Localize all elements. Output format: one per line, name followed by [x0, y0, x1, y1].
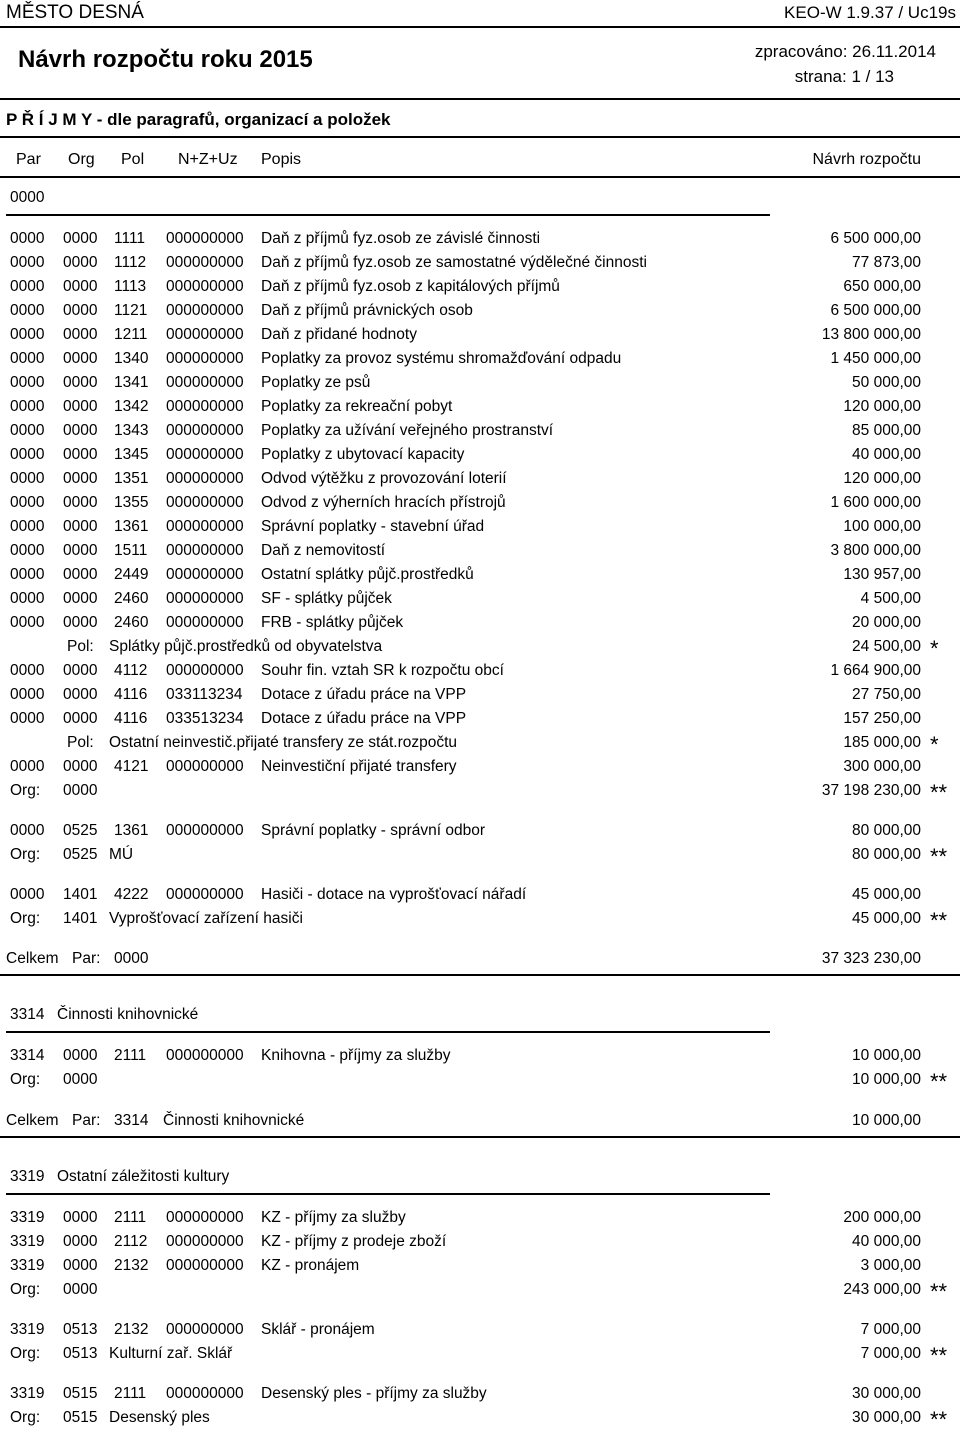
- cell-amount: 3 000,00: [860, 1257, 921, 1274]
- total-label: Celkem: [6, 950, 59, 967]
- cell-popis: Hasiči - dotace na vyprošťovací nářadí: [261, 886, 527, 903]
- cell-org: 0525: [63, 822, 98, 839]
- cell-org: 0000: [63, 1257, 98, 1274]
- cell-popis: Neinvestiční přijaté transfery: [261, 758, 457, 775]
- org-name: Kulturní zař. Sklář: [109, 1345, 233, 1362]
- cell-par: 0000: [10, 758, 45, 775]
- cell-par: 0000: [10, 446, 45, 463]
- cell-pol: 1355: [114, 494, 149, 511]
- cell-popis: Sklář - pronájem: [261, 1321, 375, 1338]
- subtotal-star: **: [930, 1407, 948, 1432]
- org-label: Org:: [10, 1409, 41, 1426]
- section-header: [0, 189, 960, 213]
- cell-org: 0000: [63, 254, 98, 271]
- pol-name: Splátky půjč.prostředků od obyvatelstva: [109, 638, 383, 655]
- cell-nz: 000000000: [166, 398, 244, 415]
- table-row: [0, 542, 960, 566]
- subtotal-star: **: [930, 1279, 948, 1304]
- cell-amount: 4 500,00: [860, 590, 921, 607]
- cell-popis: Poplatky ze psů: [261, 374, 371, 391]
- col-popis: Popis: [261, 151, 302, 168]
- report-subtitle: P Ř Í J M Y - dle paragrafů, organizací a položek: [6, 110, 391, 129]
- cell-par: 0000: [10, 302, 45, 319]
- cell-amount: 45 000,00: [852, 886, 921, 903]
- cell-pol: 1343: [114, 422, 149, 439]
- cell-pol: 2111: [114, 1209, 147, 1226]
- section-name: Ostatní záležitosti kultury: [57, 1168, 230, 1185]
- org-label: Org:: [10, 1345, 41, 1362]
- cell-org: 0000: [63, 1209, 98, 1226]
- section-underline: [6, 1193, 770, 1195]
- cell-par: 0000: [10, 326, 45, 343]
- org-subtotal-row: [0, 1409, 960, 1433]
- org-subtotal-row: [0, 1281, 960, 1305]
- system-version: KEO-W 1.9.37 / Uc19s: [784, 3, 956, 22]
- pol-subtotal-row: [0, 734, 960, 758]
- cell-amount: 7 000,00: [860, 1321, 921, 1338]
- cell-popis: Daň z příjmů fyz.osob ze samostatné výdělečné činnosti: [261, 254, 647, 271]
- title-divider: [0, 98, 960, 100]
- cell-pol: 1121: [114, 302, 148, 319]
- cell-amount: 77 873,00: [852, 254, 921, 271]
- cell-popis: Souhr fin. vztah SR k rozpočtu obcí: [261, 662, 504, 679]
- table-row: [0, 254, 960, 278]
- cell-pol: 1340: [114, 350, 149, 367]
- cell-nz: 000000000: [166, 542, 244, 559]
- org-code: 0000: [63, 1281, 98, 1298]
- cell-par: 0000: [10, 254, 45, 271]
- cell-popis: Odvod výtěžku z provozování loterií: [261, 470, 507, 487]
- subtotal-star: **: [930, 844, 948, 869]
- cell-popis: Správní poplatky - stavební úřad: [261, 518, 485, 535]
- cell-nz: 000000000: [166, 1385, 244, 1402]
- page-number: strana: 1 / 13: [794, 67, 894, 86]
- subtotal-amount: 10 000,00: [852, 1071, 921, 1088]
- cell-par: 3319: [10, 1385, 45, 1402]
- cell-amount: 300 000,00: [843, 758, 921, 775]
- cell-org: 0000: [63, 1233, 98, 1250]
- cell-org: 0513: [63, 1321, 98, 1338]
- cell-pol: 1351: [114, 470, 149, 487]
- cell-popis: Poplatky z ubytovací kapacity: [261, 446, 465, 463]
- cell-par: 0000: [10, 470, 45, 487]
- processed-date: zpracováno: 26.11.2014: [754, 42, 936, 61]
- org-code: 0000: [63, 1071, 98, 1088]
- cell-par: 0000: [10, 822, 45, 839]
- cell-par: 3319: [10, 1233, 45, 1250]
- cell-pol: 4121: [114, 758, 149, 775]
- cell-nz: 000000000: [166, 278, 244, 295]
- total-par-label: Par:: [72, 1112, 101, 1129]
- cell-org: 0000: [63, 326, 98, 343]
- cell-amount: 120 000,00: [843, 398, 921, 415]
- cell-par: 0000: [10, 710, 45, 727]
- par-total-row: [0, 1112, 960, 1136]
- cell-amount: 20 000,00: [852, 614, 921, 631]
- table-row: [0, 374, 960, 398]
- subtotal-amount: 185 000,00: [843, 734, 921, 751]
- cell-nz: 000000000: [166, 614, 244, 631]
- cell-amount: 130 957,00: [843, 566, 921, 583]
- subtotal-star: **: [930, 1069, 948, 1094]
- header-divider: [0, 26, 960, 28]
- table-row: [0, 686, 960, 710]
- cell-pol: 2449: [114, 566, 149, 583]
- cell-par: 0000: [10, 886, 45, 903]
- cell-nz: 000000000: [166, 1209, 244, 1226]
- cell-org: 0000: [63, 542, 98, 559]
- cell-pol: 1511: [114, 542, 148, 559]
- cell-popis: Správní poplatky - správní odbor: [261, 822, 486, 839]
- cell-nz: 000000000: [166, 422, 244, 439]
- cell-pol: 4222: [114, 886, 149, 903]
- col-nz: N+Z+Uz: [178, 151, 238, 168]
- cell-nz: 000000000: [166, 822, 244, 839]
- cell-nz: 000000000: [166, 1257, 244, 1274]
- cell-nz: 000000000: [166, 566, 244, 583]
- cell-amount: 157 250,00: [843, 710, 921, 727]
- cell-nz: 000000000: [166, 254, 244, 271]
- table-row: [0, 230, 960, 254]
- pol-name: Ostatní neinvestič.přijaté transfery ze stát.rozpočtu: [109, 734, 458, 751]
- cell-org: 0000: [63, 350, 98, 367]
- cell-nz: 000000000: [166, 758, 244, 775]
- total-divider: [0, 974, 960, 976]
- subtotal-amount: 30 000,00: [852, 1409, 921, 1426]
- subtotal-amount: 24 500,00: [852, 638, 921, 655]
- section-name: Činnosti knihovnické: [57, 1006, 199, 1023]
- cell-pol: 1211: [114, 326, 148, 343]
- cell-pol: 1342: [114, 398, 149, 415]
- cell-par: 0000: [10, 278, 45, 295]
- pol-label: Pol:: [67, 734, 94, 751]
- cell-popis: Daň z příjmů fyz.osob z kapitálových příjmů: [261, 278, 560, 295]
- cell-popis: Daň z příjmů fyz.osob ze závislé činnosti: [261, 230, 541, 247]
- total-divider: [0, 1136, 960, 1138]
- table-row: [0, 302, 960, 326]
- org-label: Org:: [10, 910, 41, 927]
- column-headers: [0, 151, 960, 175]
- org-label: Org:: [10, 1281, 41, 1298]
- cell-pol: 1361: [114, 518, 149, 535]
- cell-org: 0000: [63, 614, 98, 631]
- page-title: Návrh rozpočtu roku 2015: [18, 46, 313, 73]
- cell-amount: 80 000,00: [852, 822, 921, 839]
- cell-pol: 2112: [114, 1233, 148, 1250]
- cell-pol: 4116: [114, 686, 148, 703]
- cell-pol: 1113: [114, 278, 147, 295]
- section-underline: [6, 1031, 770, 1033]
- org-code: 0525: [63, 846, 98, 863]
- cell-pol: 2460: [114, 590, 149, 607]
- cell-org: 0000: [63, 398, 98, 415]
- table-row: [0, 422, 960, 446]
- cell-amount: 100 000,00: [843, 518, 921, 535]
- org-subtotal-row: [0, 1345, 960, 1369]
- total-amount: 37 323 230,00: [821, 950, 921, 967]
- cell-org: 0000: [63, 518, 98, 535]
- cell-par: 0000: [10, 542, 45, 559]
- table-row: [0, 398, 960, 422]
- org-label: Org:: [10, 782, 41, 799]
- column-divider: [0, 176, 960, 178]
- cell-org: 0000: [63, 758, 98, 775]
- cell-org: 0000: [63, 278, 98, 295]
- table-row: [0, 326, 960, 350]
- table-row: [0, 710, 960, 734]
- table-row: [0, 1047, 960, 1071]
- cell-pol: 1341: [114, 374, 149, 391]
- org-name: Vyprošťovací zařízení hasiči: [109, 910, 303, 927]
- cell-popis: Odvod z výherních hracích přístrojů: [261, 494, 506, 511]
- cell-popis: Ostatní splátky půjč.prostředků: [261, 566, 474, 583]
- cell-par: 0000: [10, 662, 45, 679]
- table-row: [0, 614, 960, 638]
- cell-org: 1401: [63, 886, 98, 903]
- cell-amount: 27 750,00: [852, 686, 921, 703]
- cell-pol: 1361: [114, 822, 149, 839]
- cell-amount: 3 800 000,00: [830, 542, 921, 559]
- cell-popis: KZ - příjmy z prodeje zboží: [261, 1233, 447, 1250]
- cell-amount: 120 000,00: [843, 470, 921, 487]
- subtotal-star: **: [930, 908, 948, 933]
- table-row: [0, 822, 960, 846]
- cell-pol: 2460: [114, 614, 149, 631]
- cell-par: 3319: [10, 1257, 45, 1274]
- table-row: [0, 1385, 960, 1409]
- cell-amount: 6 500 000,00: [830, 302, 921, 319]
- cell-amount: 50 000,00: [852, 374, 921, 391]
- col-org: Org: [68, 151, 95, 168]
- cell-amount: 40 000,00: [852, 1233, 921, 1250]
- cell-amount: 200 000,00: [843, 1209, 921, 1226]
- cell-nz: 033513234: [166, 710, 244, 727]
- cell-org: 0000: [63, 230, 98, 247]
- cell-pol: 1111: [114, 230, 146, 247]
- table-row: [0, 1209, 960, 1233]
- cell-nz: 000000000: [166, 1047, 244, 1064]
- cell-nz: 033113234: [166, 686, 243, 703]
- cell-popis: Dotace z úřadu práce na VPP: [261, 686, 467, 703]
- city-name: MĚSTO DESNÁ: [6, 2, 144, 23]
- cell-popis: KZ - příjmy za služby: [261, 1209, 406, 1226]
- cell-pol: 4116: [114, 710, 148, 727]
- cell-nz: 000000000: [166, 326, 244, 343]
- cell-par: 3319: [10, 1321, 45, 1338]
- total-par-label: Par:: [72, 950, 101, 967]
- cell-org: 0000: [63, 446, 98, 463]
- section-code: 3319: [10, 1168, 45, 1185]
- cell-org: 0000: [63, 686, 98, 703]
- cell-nz: 000000000: [166, 470, 244, 487]
- total-label: Celkem: [6, 1112, 59, 1129]
- cell-nz: 000000000: [166, 350, 244, 367]
- cell-amount: 30 000,00: [852, 1385, 921, 1402]
- cell-org: 0000: [63, 662, 98, 679]
- cell-org: 0000: [63, 494, 98, 511]
- cell-popis: Daň z přidané hodnoty: [261, 326, 417, 343]
- cell-popis: Desenský ples - příjmy za služby: [261, 1385, 487, 1402]
- cell-par: 0000: [10, 566, 45, 583]
- section-code: 0000: [10, 189, 45, 206]
- cell-par: 0000: [10, 686, 45, 703]
- cell-par: 0000: [10, 350, 45, 367]
- cell-org: 0000: [63, 590, 98, 607]
- cell-amount: 650 000,00: [843, 278, 921, 295]
- cell-popis: SF - splátky půjček: [261, 590, 392, 607]
- org-code: 1401: [63, 910, 98, 927]
- cell-popis: Daň z nemovitostí: [261, 542, 386, 559]
- table-row: [0, 350, 960, 374]
- section-header: [0, 1006, 960, 1030]
- col-pol: Pol: [121, 151, 145, 168]
- cell-popis: Dotace z úřadu práce na VPP: [261, 710, 467, 727]
- subtotal-star: *: [930, 636, 939, 661]
- cell-amount: 1 450 000,00: [830, 350, 921, 367]
- subtotal-star: **: [930, 780, 948, 805]
- subtotal-star: **: [930, 1343, 948, 1368]
- cell-par: 0000: [10, 374, 45, 391]
- org-name: Desenský ples: [109, 1409, 210, 1426]
- cell-par: 0000: [10, 398, 45, 415]
- cell-nz: 000000000: [166, 230, 244, 247]
- cell-nz: 000000000: [166, 494, 244, 511]
- org-name: MÚ: [109, 846, 134, 863]
- cell-nz: 000000000: [166, 446, 244, 463]
- cell-popis: Daň z příjmů právnických osob: [261, 302, 473, 319]
- cell-org: 0000: [63, 422, 98, 439]
- table-row: [0, 446, 960, 470]
- org-code: 0515: [63, 1409, 98, 1426]
- cell-org: 0000: [63, 566, 98, 583]
- cell-org: 0000: [63, 1047, 98, 1064]
- pol-subtotal-row: [0, 638, 960, 662]
- table-row: [0, 1233, 960, 1257]
- subtitle-divider: [0, 136, 960, 138]
- cell-nz: 000000000: [166, 374, 244, 391]
- cell-popis: KZ - pronájem: [261, 1257, 360, 1274]
- cell-nz: 000000000: [166, 662, 244, 679]
- org-label: Org:: [10, 846, 41, 863]
- table-row: [0, 590, 960, 614]
- cell-pol: 1345: [114, 446, 149, 463]
- cell-amount: 10 000,00: [852, 1047, 921, 1064]
- cell-par: 0000: [10, 494, 45, 511]
- cell-nz: 000000000: [166, 1233, 244, 1250]
- cell-par: 0000: [10, 518, 45, 535]
- table-row: [0, 1257, 960, 1281]
- cell-par: 0000: [10, 422, 45, 439]
- cell-popis: Knihovna - příjmy za služby: [261, 1047, 451, 1064]
- cell-pol: 4112: [114, 662, 148, 679]
- cell-nz: 000000000: [166, 518, 244, 535]
- col-amount: Návrh rozpočtu: [812, 151, 921, 168]
- pol-label: Pol:: [67, 638, 94, 655]
- cell-pol: 2132: [114, 1257, 149, 1274]
- cell-org: 0000: [63, 470, 98, 487]
- table-row: [0, 278, 960, 302]
- table-row: [0, 566, 960, 590]
- cell-org: 0000: [63, 374, 98, 391]
- cell-pol: 2111: [114, 1385, 147, 1402]
- subtotal-amount: 80 000,00: [852, 846, 921, 863]
- total-par-code: 0000: [114, 950, 149, 967]
- cell-nz: 000000000: [166, 590, 244, 607]
- subtotal-star: *: [930, 732, 939, 757]
- cell-amount: 6 500 000,00: [830, 230, 921, 247]
- cell-nz: 000000000: [166, 302, 244, 319]
- cell-par: 3314: [10, 1047, 45, 1064]
- table-row: [0, 494, 960, 518]
- section-header: [0, 1168, 960, 1192]
- total-amount: 10 000,00: [852, 1112, 921, 1129]
- org-subtotal-row: [0, 1071, 960, 1095]
- cell-amount: 13 800 000,00: [821, 326, 921, 343]
- cell-org: 0000: [63, 302, 98, 319]
- cell-amount: 1 664 900,00: [830, 662, 921, 679]
- table-row: [0, 1321, 960, 1345]
- subtotal-amount: 243 000,00: [843, 1281, 921, 1298]
- cell-pol: 2111: [114, 1047, 147, 1064]
- cell-popis: Poplatky za užívání veřejného prostranství: [261, 422, 554, 439]
- org-subtotal-row: [0, 910, 960, 934]
- cell-par: 3319: [10, 1209, 45, 1226]
- cell-popis: Poplatky za rekreační pobyt: [261, 398, 453, 415]
- cell-nz: 000000000: [166, 1321, 244, 1338]
- cell-popis: FRB - splátky půjček: [261, 614, 404, 631]
- col-par: Par: [16, 151, 41, 168]
- org-code: 0000: [63, 782, 98, 799]
- cell-nz: 000000000: [166, 886, 244, 903]
- cell-amount: 85 000,00: [852, 422, 921, 439]
- org-subtotal-row: [0, 846, 960, 870]
- cell-amount: 1 600 000,00: [830, 494, 921, 511]
- table-row: [0, 470, 960, 494]
- par-total-row: [0, 950, 960, 974]
- cell-par: 0000: [10, 230, 45, 247]
- org-subtotal-row: [0, 782, 960, 806]
- cell-org: 0515: [63, 1385, 98, 1402]
- section-code: 3314: [10, 1006, 45, 1023]
- total-par-code: 3314: [114, 1112, 149, 1129]
- cell-org: 0000: [63, 710, 98, 727]
- org-code: 0513: [63, 1345, 98, 1362]
- total-par-name: Činnosti knihovnické: [163, 1112, 305, 1129]
- subtotal-amount: 45 000,00: [852, 910, 921, 927]
- subtotal-amount: 37 198 230,00: [821, 782, 921, 799]
- cell-par: 0000: [10, 614, 45, 631]
- org-label: Org:: [10, 1071, 41, 1088]
- cell-pol: 1112: [114, 254, 147, 271]
- table-row: [0, 758, 960, 782]
- cell-par: 0000: [10, 590, 45, 607]
- section-underline: [6, 214, 770, 216]
- table-row: [0, 662, 960, 686]
- cell-amount: 40 000,00: [852, 446, 921, 463]
- subtotal-amount: 7 000,00: [860, 1345, 921, 1362]
- cell-popis: Poplatky za provoz systému shromažďování odpadu: [261, 350, 622, 367]
- cell-pol: 2132: [114, 1321, 149, 1338]
- table-row: [0, 886, 960, 910]
- table-row: [0, 518, 960, 542]
